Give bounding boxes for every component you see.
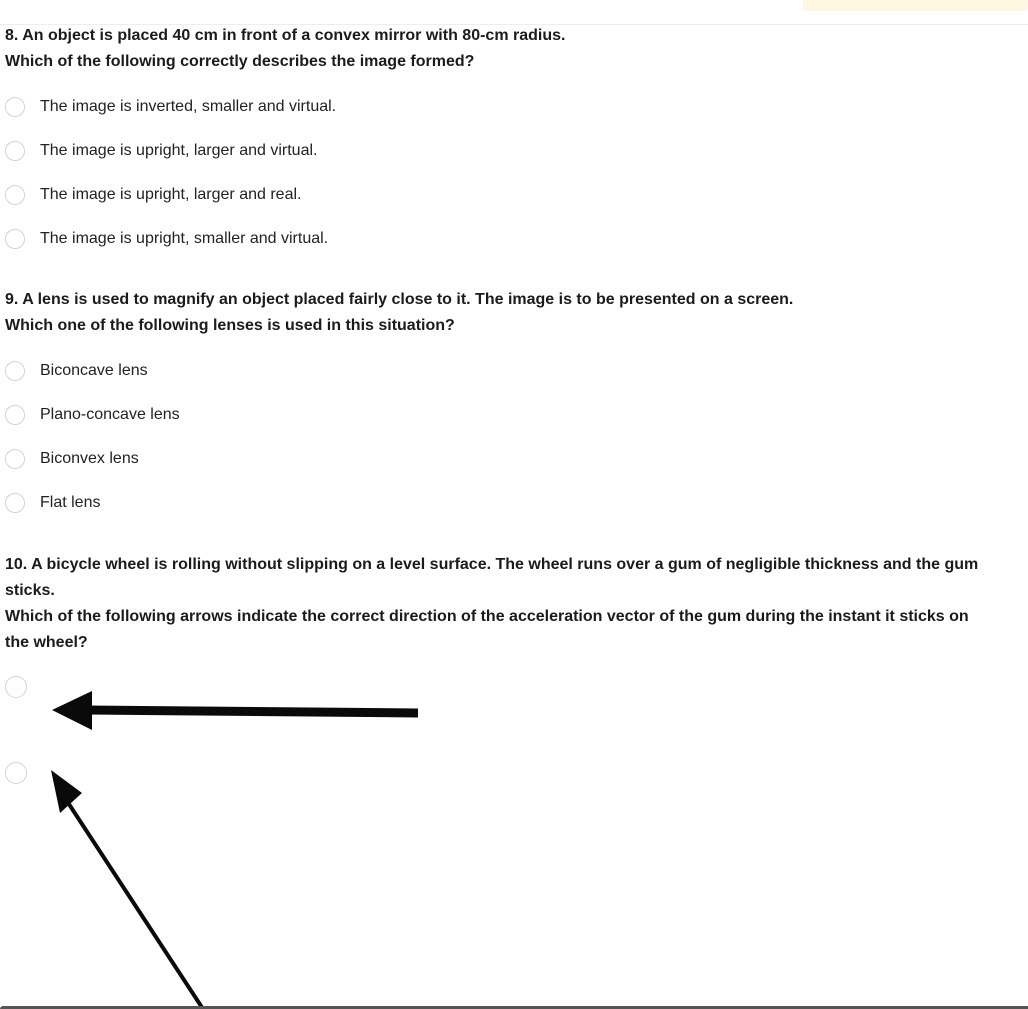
question-9-text [5, 287, 793, 339]
question-10-line-4: the wheel? [5, 634, 88, 651]
option-label: Biconcave lens [40, 362, 148, 379]
radio-button[interactable] [5, 405, 25, 425]
question-9-option-4[interactable] [5, 491, 100, 515]
question-10-option-1-radio[interactable] [5, 676, 27, 698]
question-9-line-2: Which one of the following lenses is used in this situation? [5, 317, 455, 334]
radio-button[interactable] [5, 493, 25, 513]
question-9-option-2[interactable] [5, 403, 180, 427]
option-label: Biconvex lens [40, 450, 139, 467]
question-8-option-2[interactable] [5, 139, 317, 163]
question-10-line-3: Which of the following arrows indicate the correct direction of the acceleration vector of the gum during the instant it sticks on [5, 608, 969, 625]
question-10-text [5, 552, 978, 656]
option-label: The image is upright, larger and real. [40, 186, 302, 203]
question-8-option-1[interactable] [5, 95, 336, 119]
radio-button[interactable] [5, 449, 25, 469]
left-arrow-icon [50, 688, 422, 732]
question-10-option-2-radio[interactable] [5, 762, 27, 784]
option-label: The image is upright, larger and virtual. [40, 142, 318, 159]
question-9-line-1: 9. A lens is used to magnify an object placed fairly close to it. The image is to be presented on a screen. [5, 291, 794, 308]
radio-button[interactable] [5, 185, 25, 205]
radio-button[interactable] [5, 141, 25, 161]
option-label: Plano-concave lens [40, 406, 180, 423]
question-9-option-1[interactable] [5, 359, 148, 383]
radio-button[interactable] [5, 97, 25, 117]
question-8-option-4[interactable] [5, 227, 328, 251]
option-label: The image is inverted, smaller and virtual. [40, 98, 337, 115]
radio-button[interactable] [5, 229, 25, 249]
up-left-arrow-icon [45, 765, 210, 1009]
question-8-text [5, 23, 565, 75]
radio-button[interactable] [5, 361, 25, 381]
option-label: Flat lens [40, 494, 101, 511]
question-8-line-1: 8. An object is placed 40 cm in front of a convex mirror with 80-cm radius. [5, 27, 566, 44]
option-label: The image is upright, smaller and virtual. [40, 230, 329, 247]
question-10-line-1: 10. A bicycle wheel is rolling without slipping on a level surface. The wheel runs over a gum of negligible thickness and the gum [5, 556, 979, 573]
question-10-line-2: sticks. [5, 582, 55, 599]
question-9-option-3[interactable] [5, 447, 139, 471]
question-8-option-3[interactable] [5, 183, 301, 207]
top-banner-edge [803, 0, 1028, 11]
question-8-line-2: Which of the following correctly describes the image formed? [5, 53, 475, 70]
